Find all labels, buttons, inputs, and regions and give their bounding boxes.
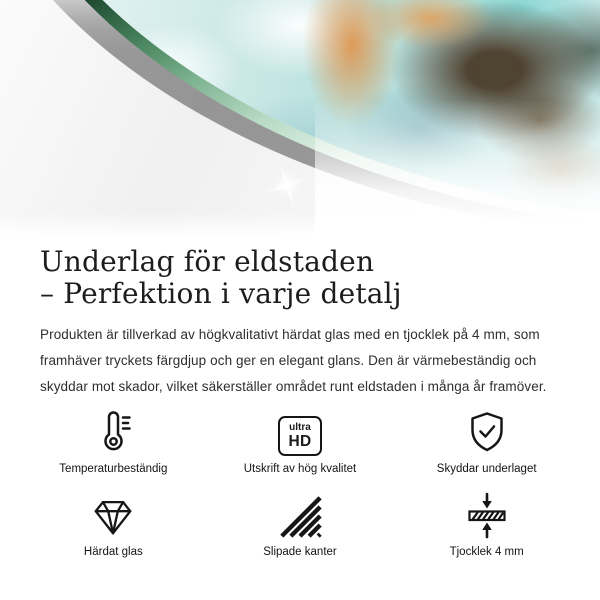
ultra-hd-icon-text: ultra [289, 422, 311, 434]
page-title-line1: Underlag för eldstaden [40, 245, 375, 278]
diamond-icon [90, 489, 136, 539]
thermometer-icon [89, 406, 137, 456]
feature-label: Härdat glas [83, 546, 143, 559]
product-description: Produkten är tillverkad av högkvalitativt härdat glas med en tjocklek på 4 mm, som framhäver tryckets färgdjup och ger en elegant glans. Den är värmebeständig och skyddar mot skador, vilket säkerställer området runt eldstaden i många år framöver. [40, 327, 547, 395]
thickness-compress-icon [463, 489, 511, 539]
feature-protects-surface [393, 406, 580, 475]
page-title [40, 246, 560, 309]
feature-label: Slipade kanter [263, 546, 337, 559]
product-photo [0, 0, 600, 238]
feature-label: Skyddar underlaget [436, 463, 537, 476]
shield-check-icon [463, 406, 511, 456]
hero-fade-overlay [315, 0, 600, 238]
ultra-hd-icon-text: HD [288, 433, 312, 451]
feature-label: Utskrift av hög kvalitet [243, 463, 357, 476]
feature-label: Temperaturbeständig [59, 463, 168, 476]
feature-print-quality [207, 406, 394, 475]
feature-grid [20, 406, 580, 558]
feature-thickness [393, 489, 580, 558]
ultra-hd-icon [278, 416, 322, 456]
feature-temperature [20, 406, 207, 475]
hero-bottom-fade [0, 212, 600, 238]
beveled-edge-icon [277, 489, 323, 539]
feature-polished-edges [207, 489, 394, 558]
feature-label: Tjocklek 4 mm [449, 546, 524, 559]
page-title-line2: – Perfektion i varje detalj [40, 276, 402, 310]
product-info-section [0, 246, 600, 558]
feature-tempered-glass [20, 489, 207, 558]
